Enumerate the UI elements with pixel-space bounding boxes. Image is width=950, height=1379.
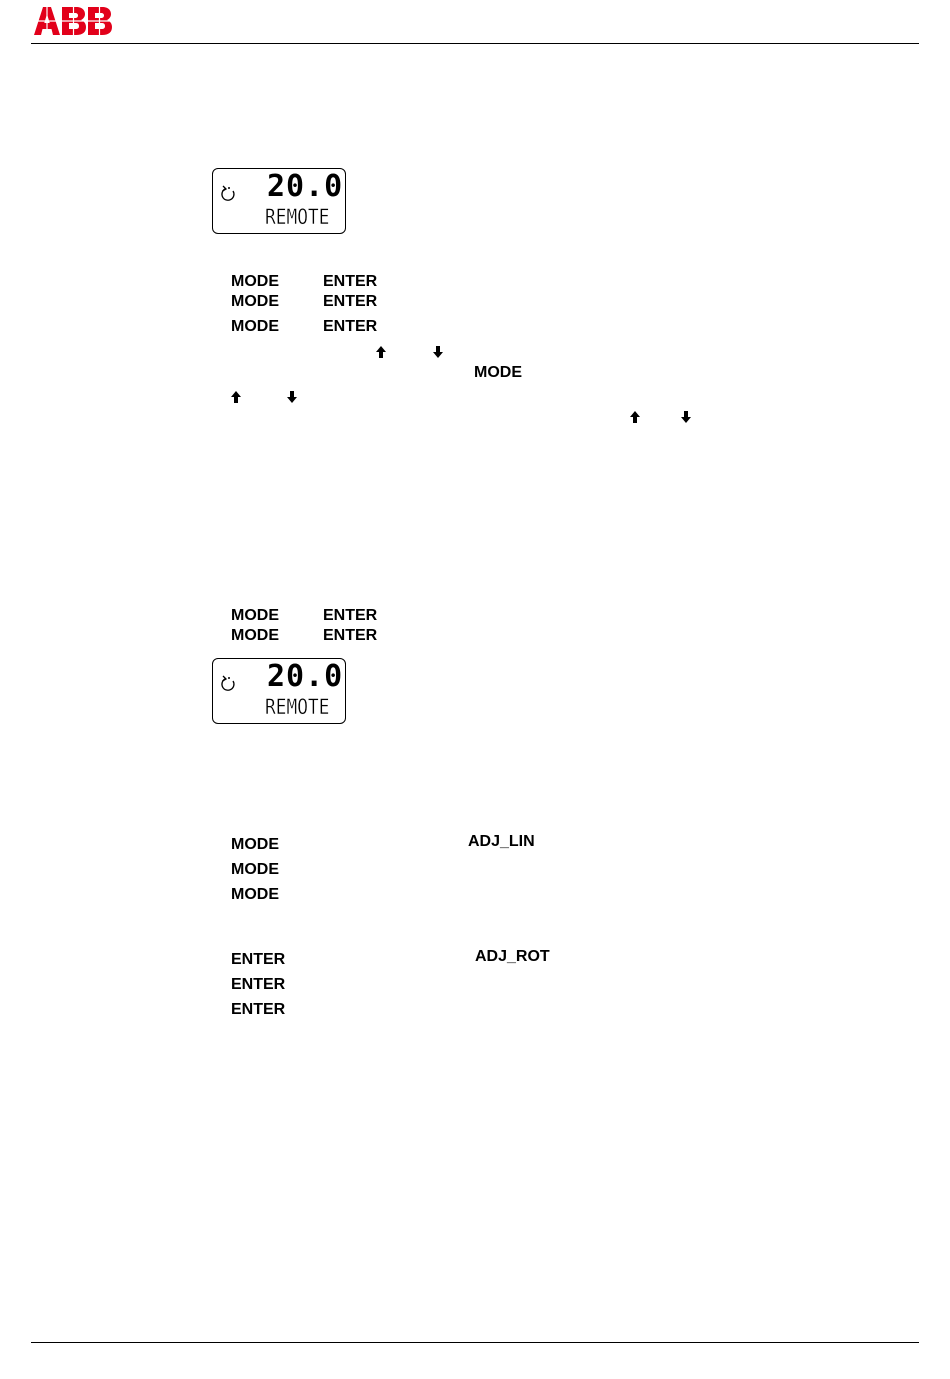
arrow-down-icon: [433, 346, 443, 358]
key-mode: MODE: [231, 886, 279, 903]
display-label: REMOTE: [265, 205, 330, 229]
rotate-icon: [219, 675, 237, 693]
key-mode: MODE: [231, 293, 279, 310]
display-value: 20.0: [267, 169, 344, 204]
key-mode: MODE: [231, 318, 279, 335]
key-enter: ENTER: [323, 293, 378, 310]
key-enter: ENTER: [231, 976, 286, 993]
lcd-display-2: [212, 658, 346, 724]
display-label: REMOTE: [265, 695, 330, 719]
key-enter: ENTER: [323, 318, 378, 335]
display-value: 20.0: [267, 659, 344, 694]
arrow-down-icon: [681, 411, 691, 423]
arrow-up-icon: [630, 411, 640, 423]
key-mode: MODE: [231, 273, 279, 290]
header-rule: [31, 43, 919, 44]
lcd-display-1: [212, 168, 346, 234]
key-mode: MODE: [231, 836, 279, 853]
key-mode: MODE: [231, 861, 279, 878]
adj-lin-label: ADJ_LIN: [468, 833, 535, 850]
key-enter: ENTER: [231, 951, 286, 968]
key-mode: MODE: [231, 627, 279, 644]
key-enter: ENTER: [231, 1001, 286, 1018]
abb-logo: [32, 5, 112, 37]
arrow-down-icon: [287, 391, 297, 403]
arrow-up-icon: [231, 391, 241, 403]
footer-rule: [31, 1342, 919, 1343]
key-enter: ENTER: [323, 627, 378, 644]
arrow-up-icon: [376, 346, 386, 358]
rotate-icon: [219, 185, 237, 203]
key-enter: ENTER: [323, 273, 378, 290]
key-enter: ENTER: [323, 607, 378, 624]
key-mode: MODE: [474, 364, 522, 381]
adj-rot-label: ADJ_ROT: [475, 948, 550, 965]
key-mode: MODE: [231, 607, 279, 624]
